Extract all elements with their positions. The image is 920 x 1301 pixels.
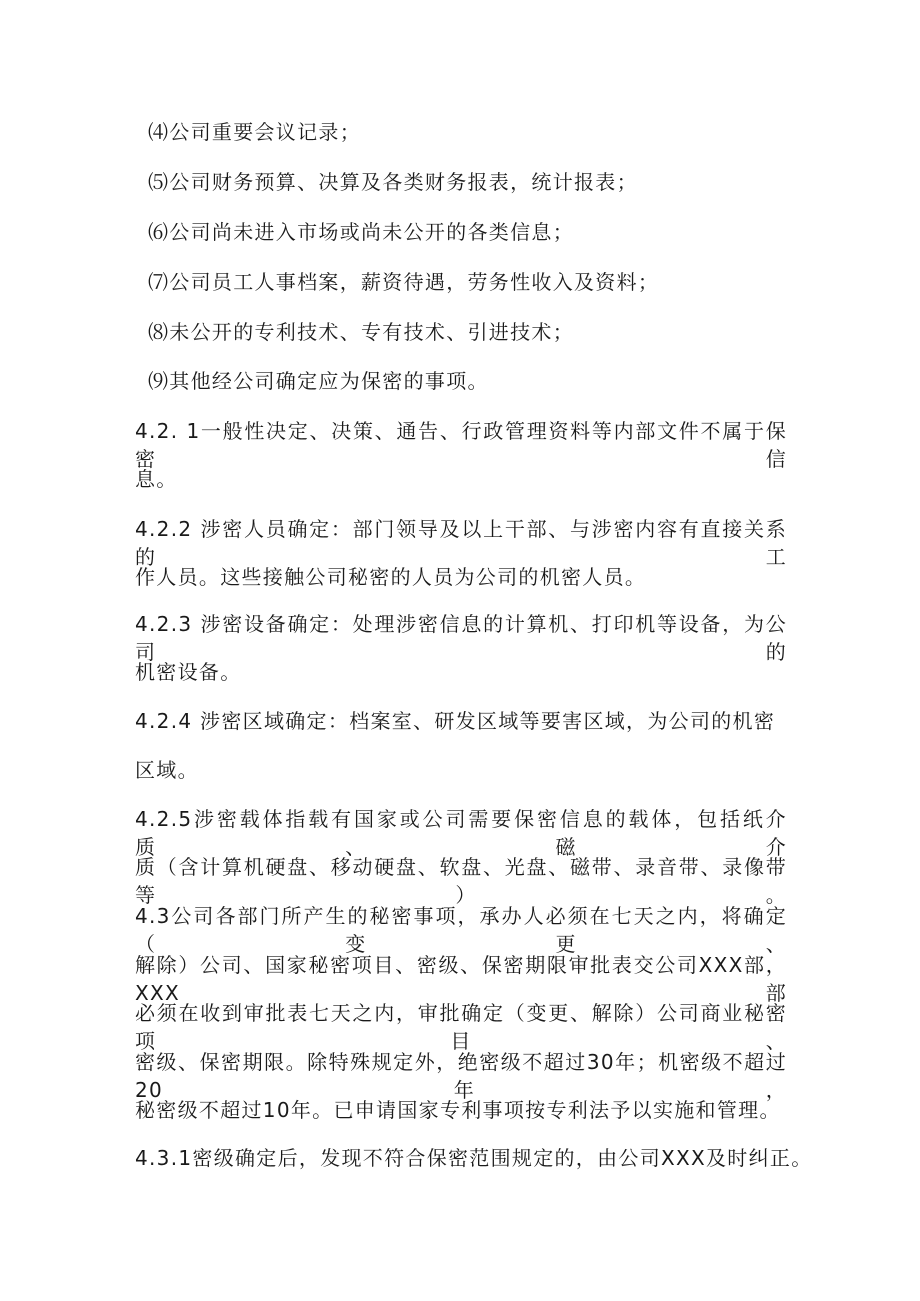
- list-item-7: ⑺公司员工人事档案，薪资待遇，劳务性收入及资料；: [148, 270, 660, 294]
- paragraph-4-2-1-line-1: 4.2. 1一般性决定、决策、通告、行政管理资料等内部文件不属于保密信: [135, 419, 787, 471]
- paragraph-4-3-line-4: 密级、保密期限。除特殊规定外，绝密级不超过30年；机密级不超过20年，: [135, 1050, 787, 1102]
- paragraph-4-3-line-2: 解除）公司、国家秘密项目、密级、保密期限审批表交公司XXX部，XXX部: [135, 953, 787, 1005]
- list-item-5: ⑸公司财务预算、决算及各类财务报表，统计报表；: [148, 170, 638, 194]
- paragraph-4-3-line-1: 4.3公司各部门所产生的秘密事项，承办人必须在七天之内，将确定（变更、: [135, 904, 787, 956]
- paragraph-4-2-2-line-1: 4.2.2 涉密人员确定：部门领导及以上干部、与涉密内容有直接关系的工: [135, 517, 787, 569]
- paragraph-4-2-5-line-1: 4.2.5涉密载体指载有国家或公司需要保密信息的载体，包括纸介质、磁介: [135, 807, 787, 859]
- paragraph-4-3-1-line-1: 4.3.1密级确定后，发现不符合保密范围规定的，由公司XXX及时纠正。: [135, 1146, 813, 1170]
- paragraph-4-3-line-3: 必须在收到审批表七天之内，审批确定（变更、解除）公司商业秘密项目、: [135, 1001, 787, 1053]
- paragraph-4-2-4-line-2: 区域。: [135, 758, 199, 782]
- paragraph-4-3-line-5: 秘密级不超过10年。已申请国家专利事项按专利法予以实施和管理。: [135, 1098, 781, 1122]
- list-item-9: ⑼其他经公司确定应为保密的事项。: [148, 369, 489, 393]
- list-item-6: ⑹公司尚未进入市场或尚未公开的各类信息；: [148, 220, 574, 244]
- paragraph-4-2-2-line-2: 作人员。这些接触公司秘密的人员为公司的机密人员。: [135, 565, 647, 589]
- paragraph-4-2-3-line-1: 4.2.3 涉密设备确定：处理涉密信息的计算机、打印机等设备，为公司的: [135, 612, 787, 664]
- paragraph-4-2-3-line-2: 机密设备。: [135, 660, 242, 684]
- paragraph-4-2-5-line-2: 质（含计算机硬盘、移动硬盘、软盘、光盘、磁带、录音带、录像带等）。: [135, 855, 787, 907]
- paragraph-4-2-4-line-1: 4.2.4 涉密区域确定：档案室、研发区域等要害区域，为公司的机密: [135, 709, 776, 733]
- paragraph-4-2-1-line-2: 息。: [135, 467, 178, 491]
- list-item-4: ⑷公司重要会议记录；: [148, 120, 361, 144]
- list-item-8: ⑻未公开的专利技术、专有技术、引进技术；: [148, 320, 574, 344]
